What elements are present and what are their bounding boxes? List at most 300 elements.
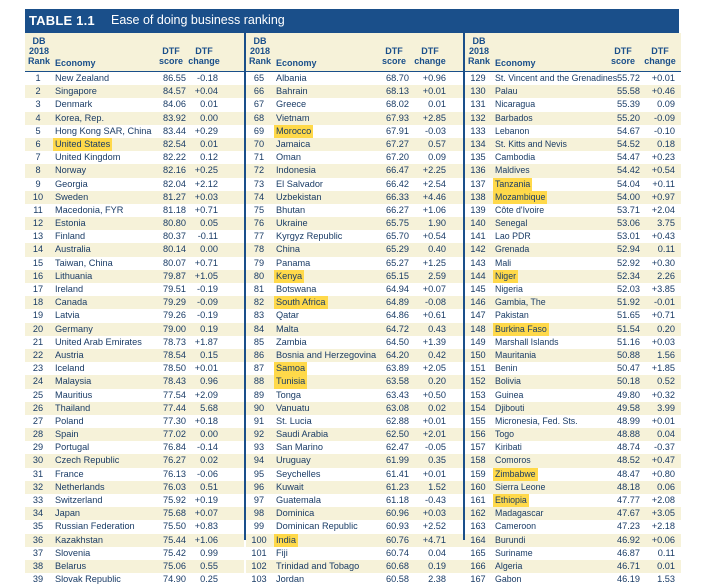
- rank-cell: 10: [32, 191, 44, 202]
- rank-cell: 163: [470, 521, 486, 532]
- economy-cell: Belarus: [55, 560, 87, 571]
- dtf-score-cell: 46.87: [617, 547, 640, 558]
- rank-cell: 19: [32, 310, 44, 321]
- dtf-change-cell: +0.96: [422, 73, 446, 83]
- economy-cell: Albania: [276, 73, 307, 83]
- dtf-change-cell: +0.03: [422, 508, 446, 519]
- dtf-change-cell: 3.75: [657, 218, 675, 229]
- dtf-change-cell: -0.14: [197, 442, 218, 453]
- table-row: [246, 270, 465, 283]
- economy-cell: Canada: [55, 297, 88, 308]
- table-row: [465, 454, 681, 467]
- dtf-change-cell: +2.09: [194, 389, 218, 400]
- dtf-score-cell: 48.99: [617, 415, 640, 426]
- table-row: [465, 164, 681, 177]
- dtf-change-cell: +1.05: [194, 270, 218, 281]
- dtf-change-cell: +0.54: [651, 165, 675, 176]
- table-row: [25, 72, 244, 85]
- dtf-score-cell: 50.18: [617, 376, 640, 387]
- dtf-score-cell: 65.70: [386, 231, 409, 242]
- table-row: [25, 125, 244, 138]
- table-row: [465, 560, 681, 573]
- table-row: [465, 230, 681, 243]
- dtf-score-cell: 51.65: [617, 310, 640, 321]
- table-row: [25, 257, 244, 270]
- rank-cell: 85: [253, 336, 265, 347]
- dtf-score-cell: 46.71: [617, 560, 640, 571]
- table-row: [465, 270, 681, 283]
- dtf-score-cell: 55.58: [617, 86, 640, 97]
- economy-cell: Lao PDR: [495, 231, 531, 242]
- dtf-change-cell: -0.01: [654, 297, 675, 308]
- economy-cell: Oman: [276, 152, 302, 163]
- dtf-change-cell: 0.04: [428, 547, 446, 558]
- table-row: [25, 85, 244, 98]
- table-row: [246, 494, 465, 507]
- rank-cell: 78: [253, 244, 265, 255]
- table-row: [246, 98, 465, 111]
- dtf-change-cell: +0.07: [422, 284, 446, 294]
- rank-cell: 148: [470, 323, 486, 334]
- dtf-change-cell: +0.43: [651, 231, 675, 242]
- dtf-change-cell: +0.83: [194, 521, 218, 532]
- dtf-change-cell: 0.25: [200, 574, 218, 585]
- dtf-change-cell: +3.05: [651, 508, 675, 519]
- rank-cell: 4: [35, 112, 41, 123]
- rank-cell: 33: [32, 495, 44, 505]
- rank-cell: 2: [35, 86, 41, 97]
- dtf-change-cell: 0.35: [428, 455, 446, 466]
- economy-cell: Qatar: [276, 310, 299, 321]
- table-row: [246, 323, 465, 336]
- dtf-change-cell: 0.01: [200, 138, 218, 149]
- dtf-score-cell: 79.51: [163, 284, 186, 294]
- dtf-change-cell: 0.19: [200, 323, 218, 334]
- table-row: [246, 125, 465, 138]
- dtf-score-cell: 62.88: [386, 415, 409, 426]
- dtf-change-cell: -0.19: [197, 284, 218, 294]
- rank-cell: 100: [251, 534, 267, 545]
- rank-cell: 36: [32, 534, 44, 545]
- table-row: [25, 151, 244, 164]
- economy-cell: Hong Kong SAR, China: [55, 125, 152, 136]
- rank-cell: 38: [32, 560, 44, 571]
- economy-cell: Ireland: [55, 284, 84, 294]
- rank-cell: 95: [253, 468, 265, 479]
- economy-cell: Mauritius: [55, 389, 93, 400]
- dtf-score-cell: 82.22: [163, 152, 186, 163]
- dtf-change-cell: +0.11: [652, 178, 675, 189]
- header-dtf-change: DTF change: [644, 46, 676, 66]
- rank-cell: 88: [253, 376, 265, 387]
- economy-cell: Fiji: [276, 547, 288, 558]
- rank-cell: 97: [253, 495, 265, 505]
- table-row: [246, 534, 465, 547]
- dtf-score-cell: 60.74: [386, 547, 409, 558]
- dtf-change-cell: +1.06: [422, 204, 446, 215]
- dtf-change-cell: +2.18: [651, 521, 675, 532]
- dtf-score-cell: 48.18: [617, 481, 640, 492]
- dtf-score-cell: 80.14: [163, 244, 186, 255]
- economy-cell: Norway: [55, 165, 87, 176]
- economy-cell: Comoros: [495, 455, 531, 466]
- dtf-score-cell: 54.42: [617, 165, 640, 176]
- dtf-score-cell: 47.67: [617, 508, 640, 519]
- dtf-score-cell: 54.52: [617, 138, 640, 149]
- rank-cell: 73: [253, 178, 265, 189]
- dtf-change-cell: 0.99: [200, 547, 218, 558]
- rank-cell: 26: [32, 402, 44, 413]
- dtf-change-cell: 2.26: [657, 270, 675, 281]
- rank-cell: 154: [470, 402, 486, 413]
- economy-cell: Algeria: [495, 560, 523, 571]
- rank-cell: 21: [32, 336, 44, 347]
- dtf-score-cell: 63.43: [386, 389, 409, 400]
- economy-cell: Senegal: [495, 218, 528, 229]
- economy-cell: Cameroon: [495, 521, 537, 532]
- economy-cell: Kiribati: [495, 442, 522, 453]
- dtf-change-cell: 0.52: [657, 376, 675, 387]
- rank-cell: 83: [253, 310, 265, 321]
- column-header: [465, 33, 681, 72]
- dtf-score-cell: 82.16: [163, 165, 186, 176]
- table-row: [246, 309, 465, 322]
- dtf-score-cell: 55.72: [617, 73, 640, 83]
- rank-cell: 102: [251, 560, 267, 571]
- table-row: [465, 296, 681, 309]
- economy-cell: Taiwan, China: [55, 257, 113, 268]
- table-rows: [465, 72, 681, 586]
- economy-cell: Czech Republic: [55, 455, 120, 466]
- table-row: [465, 534, 681, 547]
- economy-cell: Iceland: [55, 363, 85, 374]
- dtf-change-cell: -0.09: [654, 112, 675, 123]
- rank-cell: 130: [470, 86, 486, 97]
- header-dtf-change: DTF change: [188, 46, 220, 66]
- rank-cell: 167: [470, 574, 486, 585]
- rank-cell: 156: [470, 429, 486, 440]
- economy-cell: Slovenia: [55, 547, 91, 558]
- table-row: [246, 547, 465, 560]
- dtf-score-cell: 64.72: [386, 323, 409, 334]
- economy-cell: Russian Federation: [55, 521, 135, 532]
- rank-cell: 84: [253, 323, 265, 334]
- rank-cell: 81: [253, 284, 265, 294]
- dtf-change-cell: +0.80: [651, 468, 675, 479]
- rank-cell: 67: [253, 99, 265, 110]
- dtf-change-cell: +2.25: [422, 165, 446, 176]
- economy-cell: Mauritania: [495, 349, 537, 360]
- dtf-change-cell: 0.02: [428, 402, 446, 413]
- dtf-score-cell: 64.89: [386, 297, 409, 308]
- dtf-change-cell: 0.11: [657, 547, 675, 558]
- table-row: [246, 507, 465, 520]
- dtf-score-cell: 65.15: [386, 270, 409, 281]
- economy-cell: Botswana: [276, 284, 317, 294]
- rank-cell: 9: [35, 178, 41, 189]
- table-row: [465, 217, 681, 230]
- economy-cell: Barbados: [495, 112, 533, 123]
- economy-cell: Burundi: [495, 534, 526, 545]
- economy-cell: Kyrgyz Republic: [276, 231, 343, 242]
- rank-cell: 159: [470, 468, 486, 479]
- dtf-score-cell: 53.06: [617, 218, 640, 229]
- table-row: [25, 164, 244, 177]
- rank-cell: 151: [470, 363, 486, 374]
- dtf-change-cell: +0.61: [422, 310, 446, 321]
- dtf-change-cell: -0.05: [425, 442, 446, 453]
- header-economy: Economy: [276, 58, 317, 68]
- dtf-score-cell: 77.44: [163, 402, 186, 413]
- table-column-block: [463, 33, 681, 585]
- economy-cell: Greece: [276, 99, 307, 110]
- economy-cell: Latvia: [55, 310, 80, 321]
- dtf-change-cell: 0.57: [428, 138, 446, 149]
- economy-cell: Gabon: [495, 574, 522, 585]
- dtf-change-cell: +4.71: [422, 534, 446, 545]
- dtf-score-cell: 50.47: [617, 363, 640, 374]
- dtf-score-cell: 64.86: [386, 310, 409, 321]
- table-row: [25, 454, 244, 467]
- economy-cell: St. Vincent and the Grenadines: [495, 73, 618, 83]
- economy-cell: Macedonia, FYR: [55, 204, 124, 215]
- economy-cell: Gambia, The: [495, 297, 546, 308]
- rank-cell: 22: [32, 349, 44, 360]
- highlighted-economy-cell: United States: [53, 138, 112, 151]
- highlighted-economy-cell: South Africa: [274, 296, 328, 309]
- dtf-score-cell: 79.00: [163, 323, 186, 334]
- dtf-score-cell: 61.18: [386, 495, 409, 505]
- dtf-score-cell: 63.08: [386, 402, 409, 413]
- table-row: [25, 560, 244, 573]
- dtf-score-cell: 60.93: [386, 521, 409, 532]
- dtf-change-cell: -0.18: [197, 73, 218, 83]
- dtf-score-cell: 48.74: [617, 442, 640, 453]
- table-row: [465, 573, 681, 586]
- rank-cell: 32: [32, 481, 44, 492]
- table-row: [25, 402, 244, 415]
- economy-cell: Sweden: [55, 191, 89, 202]
- table-row: [465, 520, 681, 533]
- table-row: [25, 309, 244, 322]
- ranking-table: [25, 33, 679, 585]
- rank-cell: 8: [35, 165, 41, 176]
- dtf-score-cell: 66.33: [386, 191, 409, 202]
- dtf-score-cell: 84.57: [163, 86, 186, 97]
- dtf-score-cell: 49.58: [617, 402, 640, 413]
- economy-cell: Vietnam: [276, 112, 310, 123]
- table-row: [246, 573, 465, 586]
- rank-cell: 142: [470, 244, 486, 255]
- dtf-change-cell: -0.37: [654, 442, 675, 453]
- dtf-score-cell: 51.54: [617, 323, 640, 334]
- rank-cell: 165: [470, 547, 486, 558]
- rank-cell: 91: [253, 415, 265, 426]
- dtf-change-cell: +0.71: [194, 257, 218, 268]
- economy-cell: United Kingdom: [55, 152, 121, 163]
- table-row: [246, 191, 465, 204]
- dtf-change-cell: +1.25: [422, 257, 446, 268]
- rank-cell: 1: [35, 73, 41, 83]
- rank-cell: 139: [470, 204, 486, 215]
- table-row: [246, 178, 465, 191]
- dtf-change-cell: +0.01: [651, 73, 675, 83]
- dtf-change-cell: 0.40: [428, 244, 446, 255]
- rank-cell: 25: [32, 389, 44, 400]
- rank-cell: 69: [253, 125, 265, 136]
- rank-cell: 13: [32, 231, 44, 242]
- header-dtf-score: DTF score: [610, 46, 636, 66]
- dtf-score-cell: 78.43: [163, 376, 186, 387]
- rank-cell: 160: [470, 481, 486, 492]
- table-row: [25, 375, 244, 388]
- header-dtf-score: DTF score: [158, 46, 184, 66]
- dtf-score-cell: 81.18: [163, 204, 186, 215]
- rank-cell: 77: [253, 231, 265, 242]
- dtf-change-cell: 0.00: [200, 244, 218, 255]
- economy-cell: Ukraine: [276, 218, 308, 229]
- header-dtf-score: DTF score: [381, 46, 407, 66]
- rank-cell: 17: [32, 284, 44, 294]
- economy-cell: Kuwait: [276, 481, 304, 492]
- rank-cell: 145: [470, 284, 486, 294]
- economy-cell: San Marino: [276, 442, 323, 453]
- rank-cell: 3: [35, 99, 41, 110]
- table-row: [25, 191, 244, 204]
- dtf-score-cell: 60.76: [386, 534, 409, 545]
- rank-cell: 15: [32, 257, 44, 268]
- rank-cell: 144: [470, 270, 486, 281]
- table-row: [465, 178, 681, 191]
- dtf-change-cell: +0.03: [194, 191, 218, 202]
- table-column-block: [25, 33, 244, 585]
- dtf-score-cell: 84.06: [163, 99, 186, 110]
- dtf-score-cell: 61.99: [386, 455, 409, 466]
- dtf-change-cell: +2.05: [422, 363, 446, 374]
- table-row: [246, 441, 465, 454]
- rank-cell: 129: [470, 73, 486, 83]
- economy-cell: France: [55, 468, 84, 479]
- dtf-score-cell: 76.27: [163, 455, 186, 466]
- table-row: [25, 230, 244, 243]
- dtf-change-cell: -0.06: [197, 468, 218, 479]
- dtf-change-cell: 0.43: [428, 323, 446, 334]
- dtf-score-cell: 63.58: [386, 376, 409, 387]
- dtf-change-cell: +1.87: [194, 336, 218, 347]
- dtf-change-cell: +0.01: [651, 415, 675, 426]
- dtf-change-cell: +0.71: [651, 310, 675, 321]
- table-row: [25, 217, 244, 230]
- economy-cell: Malaysia: [55, 376, 92, 387]
- dtf-change-cell: 1.53: [657, 574, 675, 585]
- dtf-score-cell: 76.84: [163, 442, 186, 453]
- dtf-change-cell: +0.50: [422, 389, 446, 400]
- dtf-change-cell: +0.30: [651, 257, 675, 268]
- dtf-change-cell: 0.05: [200, 218, 218, 229]
- economy-cell: Switzerland: [55, 495, 103, 505]
- economy-cell: Slovak Republic: [55, 574, 121, 585]
- dtf-change-cell: 2.59: [428, 270, 446, 281]
- table-row: [465, 72, 681, 85]
- table-row: [465, 468, 681, 481]
- table-row: [465, 389, 681, 402]
- table-row: [25, 362, 244, 375]
- economy-cell: Tonga: [276, 389, 302, 400]
- dtf-score-cell: 54.47: [617, 152, 640, 163]
- table-row: [246, 243, 465, 256]
- table-row: [465, 349, 681, 362]
- rank-cell: 72: [253, 165, 265, 176]
- economy-cell: Kazakhstan: [55, 534, 104, 545]
- dtf-change-cell: +2.85: [422, 112, 446, 123]
- rank-cell: 68: [253, 112, 265, 123]
- dtf-score-cell: 61.23: [386, 481, 409, 492]
- dtf-change-cell: 0.42: [428, 349, 446, 360]
- dtf-change-cell: 0.12: [200, 152, 218, 163]
- economy-cell: China: [276, 244, 301, 255]
- table-row: [25, 178, 244, 191]
- dtf-score-cell: 48.88: [617, 429, 640, 440]
- rank-cell: 14: [32, 244, 44, 255]
- economy-cell: Portugal: [55, 442, 90, 453]
- highlighted-economy-cell: India: [274, 534, 298, 547]
- dtf-change-cell: +2.54: [422, 178, 446, 189]
- dtf-score-cell: 52.92: [617, 257, 640, 268]
- economy-cell: St. Kitts and Nevis: [495, 138, 567, 149]
- dtf-score-cell: 75.06: [163, 560, 186, 571]
- dtf-change-cell: +2.12: [194, 178, 218, 189]
- highlighted-economy-cell: Morocco: [274, 125, 313, 138]
- rank-cell: 131: [470, 99, 486, 110]
- rank-cell: 90: [253, 402, 265, 413]
- rank-cell: 138: [470, 191, 486, 202]
- table-row: [25, 283, 244, 296]
- dtf-score-cell: 67.27: [386, 138, 409, 149]
- rank-cell: 39: [32, 574, 44, 585]
- dtf-score-cell: 68.70: [386, 73, 409, 83]
- dtf-score-cell: 54.00: [617, 191, 640, 202]
- economy-cell: New Zealand: [55, 73, 110, 83]
- dtf-change-cell: 0.96: [200, 376, 218, 387]
- dtf-change-cell: -0.19: [197, 310, 218, 321]
- rank-cell: 20: [32, 323, 44, 334]
- rank-cell: 18: [32, 297, 44, 308]
- economy-cell: Austria: [55, 349, 84, 360]
- rank-cell: 157: [470, 442, 486, 453]
- table-row: [246, 349, 465, 362]
- table-row: [246, 72, 465, 85]
- dtf-score-cell: 75.44: [163, 534, 186, 545]
- economy-cell: Pakistan: [495, 310, 529, 321]
- dtf-score-cell: 52.94: [617, 244, 640, 255]
- rank-cell: 153: [470, 389, 486, 400]
- table-row: [246, 481, 465, 494]
- dtf-score-cell: 47.77: [617, 495, 640, 505]
- table-row: [25, 415, 244, 428]
- rank-cell: 158: [470, 455, 486, 466]
- table-row: [246, 230, 465, 243]
- dtf-score-cell: 68.13: [386, 86, 409, 97]
- rank-cell: 86: [253, 349, 265, 360]
- dtf-score-cell: 54.67: [617, 125, 640, 136]
- economy-cell: Panama: [276, 257, 311, 268]
- rank-cell: 24: [32, 376, 44, 387]
- table-row: [246, 217, 465, 230]
- economy-cell: Poland: [55, 415, 84, 426]
- highlighted-economy-cell: Burkina Faso: [493, 323, 549, 336]
- economy-cell: Mali: [495, 257, 512, 268]
- dtf-score-cell: 54.04: [617, 178, 640, 189]
